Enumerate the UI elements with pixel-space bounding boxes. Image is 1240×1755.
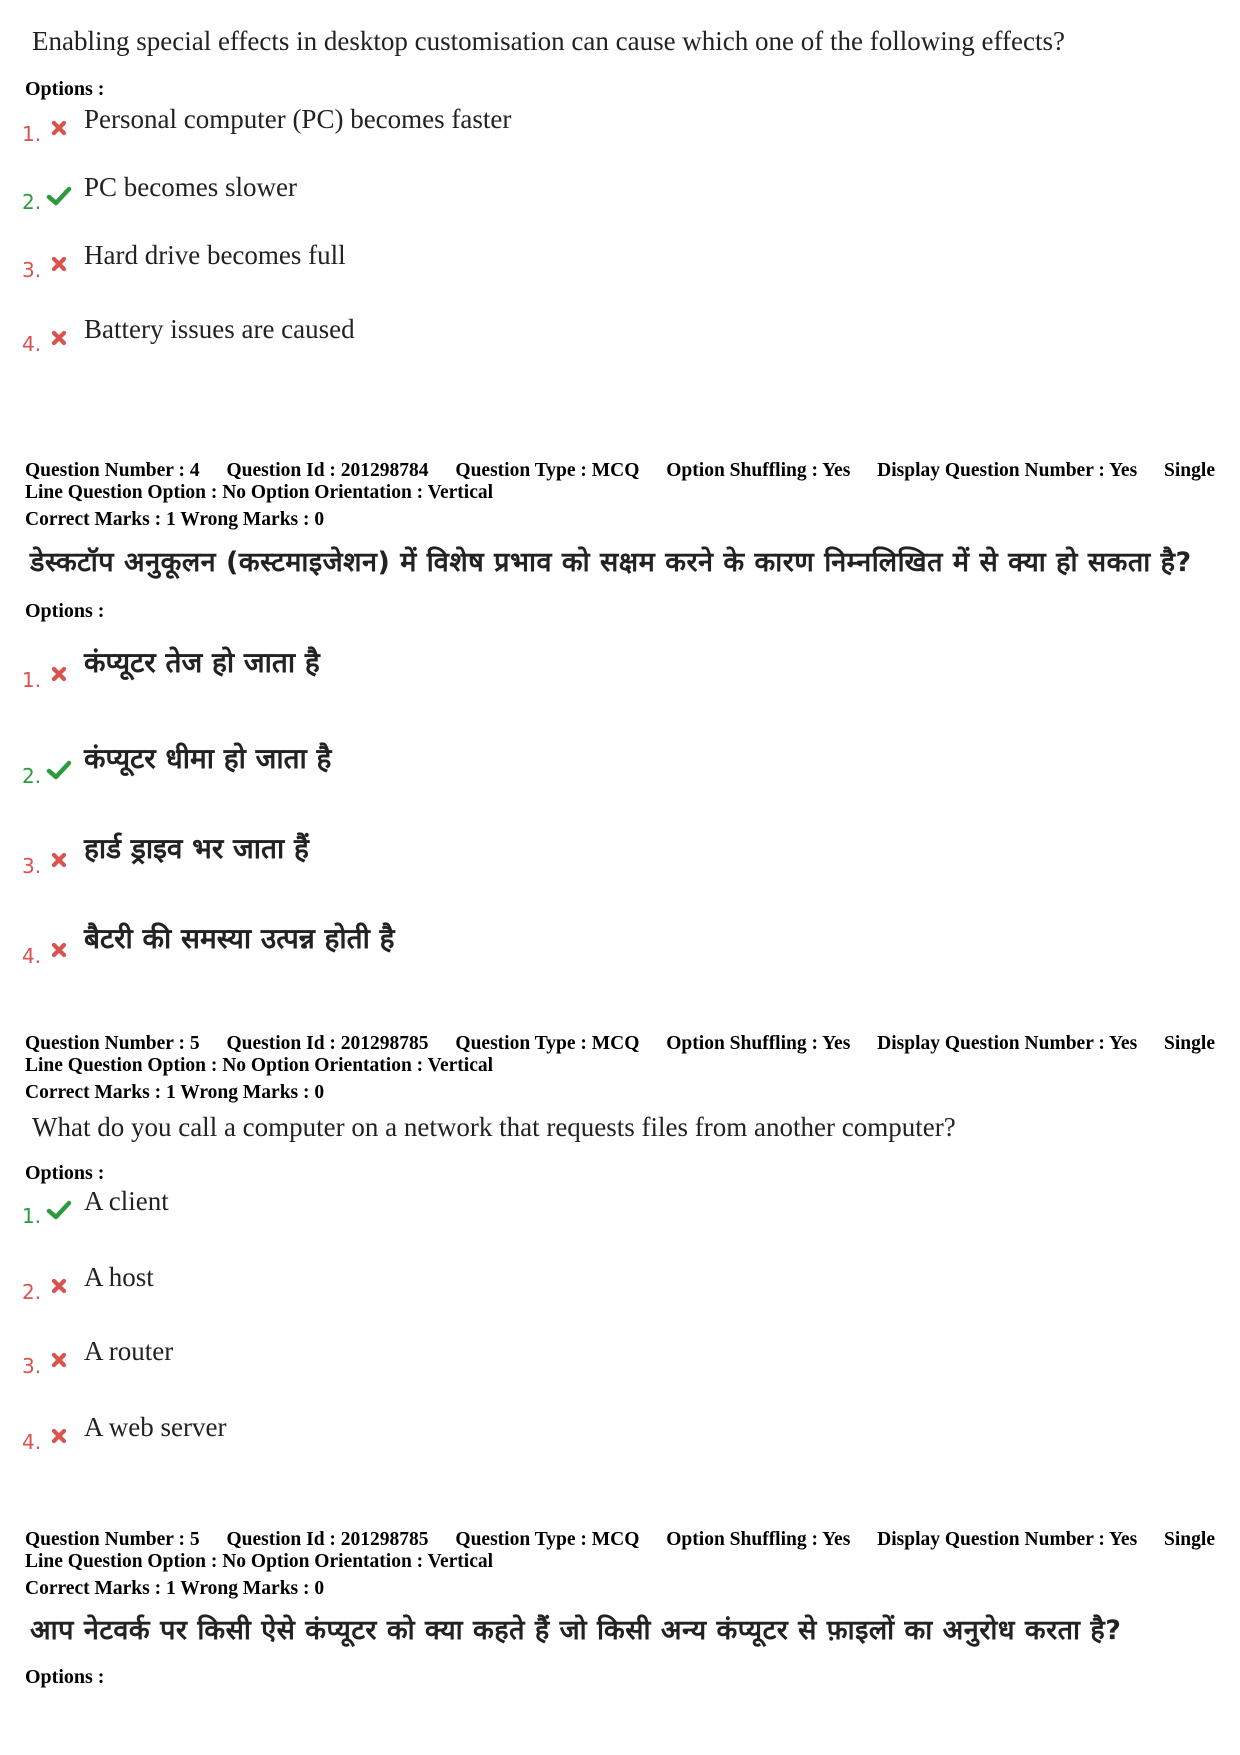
- option-text: Battery issues are caused: [84, 314, 355, 344]
- option-number: 2.: [22, 764, 42, 788]
- meta-field: Display Question Number : Yes: [877, 1529, 1138, 1550]
- check-icon: [46, 758, 72, 782]
- meta-field: Display Question Number : Yes: [877, 1033, 1138, 1054]
- marks-line: Correct Marks : 1 Wrong Marks : 0: [25, 509, 325, 530]
- cross-icon: [46, 1424, 72, 1448]
- option-number: 1.: [22, 122, 42, 146]
- option-text: A host: [84, 1262, 154, 1292]
- option-number: 4.: [22, 944, 42, 968]
- cross-icon: [46, 1348, 72, 1372]
- cross-icon: [46, 326, 72, 350]
- check-icon: [46, 184, 72, 208]
- meta-line: Line Question Option : No Option Orientation : Vertical: [25, 1551, 494, 1572]
- option-text: हार्ड ड्राइव भर जाता हैं: [84, 832, 309, 865]
- option-text: A client: [84, 1186, 169, 1216]
- options-label: Options :: [25, 1162, 105, 1184]
- options-label: Options :: [25, 600, 105, 622]
- meta-field: Option Shuffling : Yes: [666, 1033, 851, 1054]
- option-item: [22, 742, 332, 788]
- marks-line: Correct Marks : 1 Wrong Marks : 0: [25, 1578, 325, 1599]
- meta-field: Question Number : 4: [25, 460, 200, 481]
- option-number: 2.: [22, 190, 42, 214]
- meta-line: Line Question Option : No Option Orientation : Vertical: [25, 1055, 494, 1076]
- option-text: Personal computer (PC) becomes faster: [84, 104, 512, 134]
- meta-field: Question Type : MCQ: [455, 1529, 640, 1550]
- meta-field: Single: [1164, 460, 1215, 481]
- option-text: कंप्यूटर तेज हो जाता है: [84, 646, 320, 679]
- meta-field: Option Shuffling : Yes: [666, 460, 851, 481]
- option-item: [22, 240, 346, 280]
- option-item: [22, 104, 511, 144]
- option-item: [22, 172, 297, 212]
- option-text: A router: [84, 1336, 174, 1366]
- meta-field: Single: [1164, 1529, 1215, 1550]
- question-text: What do you call a computer on a network that requests files from another computer?: [32, 1112, 956, 1142]
- option-item: [22, 1186, 169, 1226]
- option-item: [22, 314, 355, 354]
- meta-field: Single: [1164, 1033, 1215, 1054]
- option-item: [22, 832, 309, 878]
- question-meta: [25, 460, 1215, 504]
- option-item: [22, 1336, 173, 1376]
- cross-icon: [46, 1274, 72, 1298]
- meta-field: Question Id : 201298785: [226, 1033, 429, 1054]
- option-text: कंप्यूटर धीमा हो जाता है: [84, 742, 332, 775]
- option-item: [22, 646, 320, 692]
- option-text: बैटरी की समस्या उत्पन्न होती है: [84, 922, 395, 955]
- option-number: 4.: [22, 332, 42, 356]
- option-number: 3.: [22, 1354, 42, 1378]
- cross-icon: [46, 116, 72, 140]
- cross-icon: [46, 252, 72, 276]
- meta-field: Question Type : MCQ: [455, 1033, 640, 1054]
- cross-icon: [46, 848, 72, 872]
- option-item: [22, 1412, 226, 1452]
- cross-icon: [46, 662, 72, 686]
- cross-icon: [46, 938, 72, 962]
- option-number: 4.: [22, 1430, 42, 1454]
- meta-field: Option Shuffling : Yes: [666, 1529, 851, 1550]
- meta-field: Question Number : 5: [25, 1033, 200, 1054]
- option-text: A web server: [84, 1412, 227, 1442]
- question-meta: [25, 1529, 1215, 1573]
- meta-field: Question Type : MCQ: [455, 460, 640, 481]
- question-text: Enabling special effects in desktop customisation can cause which one of the following effects?: [32, 26, 1065, 56]
- options-label: Options :: [25, 78, 105, 100]
- meta-line: Line Question Option : No Option Orientation : Vertical: [25, 482, 494, 503]
- meta-field: Question Id : 201298784: [226, 460, 429, 481]
- options-label: Options :: [25, 1666, 105, 1688]
- marks-line: Correct Marks : 1 Wrong Marks : 0: [25, 1082, 325, 1103]
- option-number: 1.: [22, 668, 42, 692]
- check-icon: [46, 1198, 72, 1222]
- meta-field: Question Id : 201298785: [226, 1529, 429, 1550]
- option-item: [22, 922, 395, 968]
- meta-field: Question Number : 5: [25, 1529, 200, 1550]
- option-number: 1.: [22, 1204, 42, 1228]
- option-number: 3.: [22, 258, 42, 282]
- question-meta: [25, 1033, 1215, 1077]
- option-number: 2.: [22, 1280, 42, 1304]
- option-text: PC becomes slower: [84, 172, 297, 202]
- question-text: आप नेटवर्क पर किसी ऐसे कंप्यूटर को क्या कहते हैं जो किसी अन्य कंप्यूटर से फ़ाइलों का अनुरोध करता है?: [30, 1615, 1122, 1646]
- meta-field: Display Question Number : Yes: [877, 460, 1138, 481]
- option-item: [22, 1262, 154, 1302]
- option-number: 3.: [22, 854, 42, 878]
- option-text: Hard drive becomes full: [84, 240, 346, 270]
- question-text: डेस्कटॉप अनुकूलन (कस्टमाइजेशन) में विशेष प्रभाव को सक्षम करने के कारण निम्नलिखित में से क्या हो सकता है?: [30, 547, 1192, 578]
